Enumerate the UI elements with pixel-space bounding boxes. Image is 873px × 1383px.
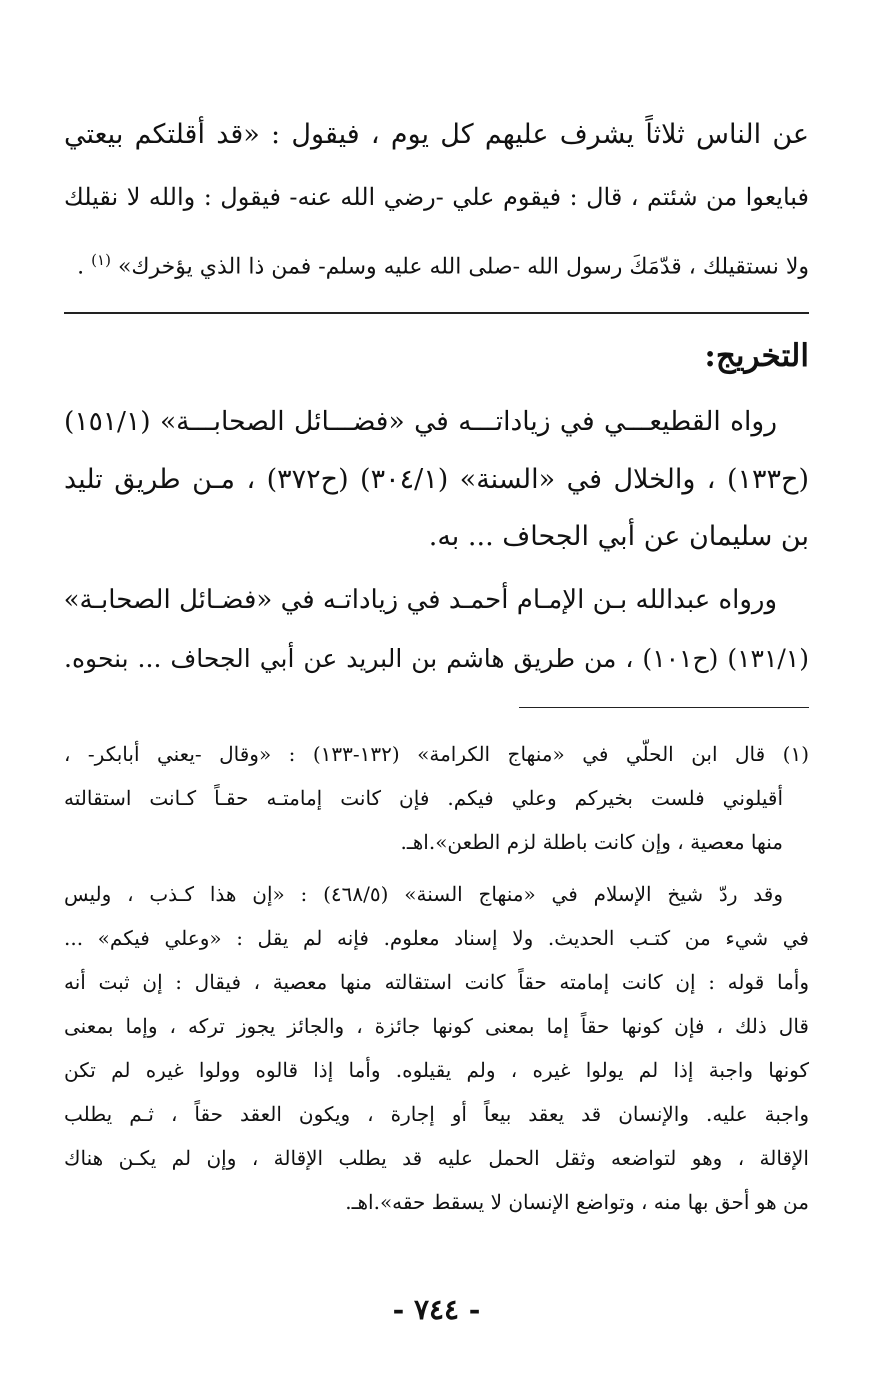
footnote-line: من هو أحق بها منه ، وتواضع الإنسان لا يسقط حقه».اهـ.	[345, 1190, 809, 1214]
footnote-line: واجبة عليه. والإنسان قد يعقد بيعاً أو إجارة ، ويكون العقد حقاً ، ثـم يطلب	[64, 1102, 809, 1126]
footnote-line: قال ذلك ، فإن كونها حقاً إما بمعنى كونها جائزة ، والجائز يجوز تركه ، وإما بمعنى	[64, 1014, 809, 1038]
text-line: بن سليمان عن أبي الجحاف ... به.	[428, 521, 809, 552]
footnote-line: أقيلوني فلست بخيركم وعلي فيكم. فإن كانت إمامتـه حقـاً كـانت استقالته	[64, 786, 783, 810]
book-page	[64, 0, 809, 1383]
text-line-content: ولا نستقيلك ، قدّمَكَ رسول الله -صلى الله عليه وسلم- فمن ذا الذي يؤخرك»	[117, 254, 809, 280]
end-mark: .	[77, 254, 85, 280]
text-line: فبايعوا من شئتم ، قال : فيقوم علي -رضي الله عنه- فيقول : والله لا نقيلك	[64, 183, 809, 211]
footnote-divider	[519, 707, 809, 708]
footnote-line: (١) قال ابن الحلّي في «منهاج الكرامة» (١٣٢-١٣٣) : «وقال -يعني أبابكر- ،	[64, 742, 809, 766]
footnote-line: في شيء من كتـب الحديث. ولا إسناد معلوم. فإنه لم يقل : «وعلي فيكم» ...	[64, 926, 809, 950]
footnote-reference: (١)	[91, 251, 111, 269]
text-line	[64, 243, 809, 284]
text-line: (١٣١/١) (ح١٠١) ، من طريق هاشم بن البريد عن أبي الجحاف ... بنحوه.	[64, 644, 809, 673]
section-heading: التخريج:	[704, 338, 809, 374]
text-line: ورواه عبدالله بـن الإمـام أحمـد في زياداتـه في «فضـائل الصحابـة»	[63, 585, 777, 615]
page-number: - ٧٤٤ -	[392, 1293, 481, 1326]
footnote-line: الإقالة ، وهو لتواضعه وثقل الحمل عليه قد يطلب الإقالة ، وإن لم يكـن هناك	[64, 1146, 809, 1170]
footnote-line: منها معصية ، وإن كانت باطلة لزم الطعن».اهـ.	[400, 830, 783, 854]
text-line: (ح١٣٣) ، والخلال في «السنة» (٣٠٤/١) (ح٣٧٢) ، مـن طريق تليد	[64, 464, 809, 495]
footnote-line: كونها واجبة إذا لم يولوا غيره ، ولم يقيلوه. وأما إذا قالوه وولوا غيره لم تكن	[64, 1058, 809, 1082]
footnote-line: وقد ردّ شيخ الإسلام في «منهاج السنة» (٤٦٨/٥) : «إن هذا كـذب ، وليس	[64, 882, 784, 906]
section-divider	[64, 312, 809, 314]
footnote-line: وأما قوله : إن كانت إمامته حقاً كانت استقالته منها معصية ، فيقال : إن ثبت أنه	[64, 970, 809, 994]
text-line: عن الناس ثلاثاً يشرف عليهم كل يوم ، فيقول : «قد أقلتكم بيعتي	[64, 119, 809, 150]
text-line: رواه القطيعـــي في زياداتـــه في «فضـــائل الصحابـــة» (١٥١/١)	[64, 406, 777, 437]
